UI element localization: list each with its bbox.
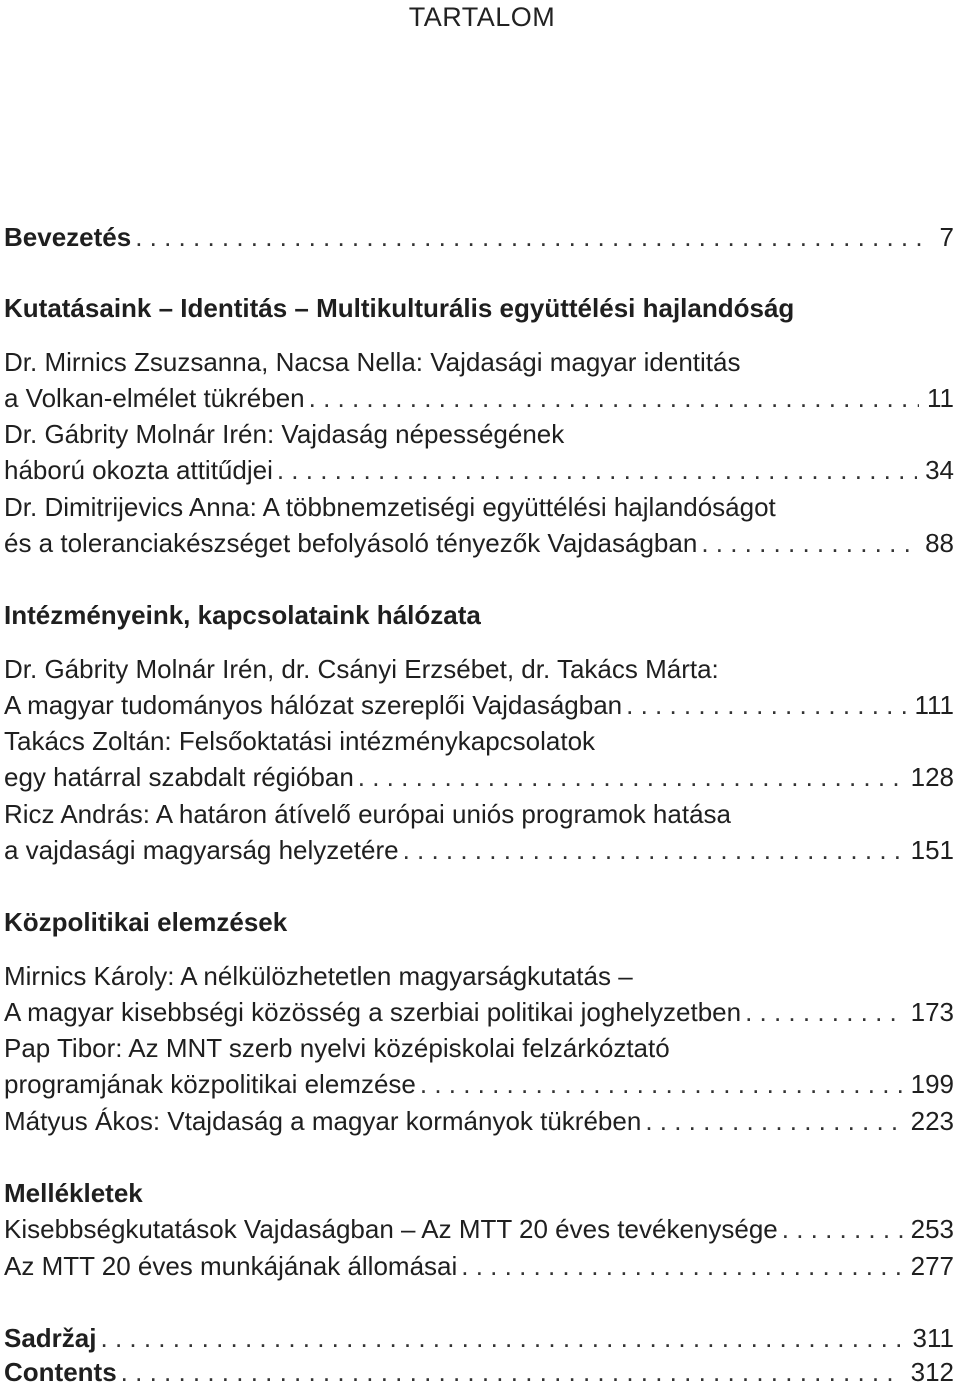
dot-leader <box>420 1067 903 1101</box>
toc-entry-line[interactable]: Takács Zoltán: Felsőoktatási intézménykapcsolatok <box>4 726 596 756</box>
page-number: 253 <box>910 1214 954 1244</box>
page-number: 88 <box>925 528 954 558</box>
dot-leader <box>277 453 917 487</box>
toc-entry-mtt-allomasai[interactable] <box>4 1249 954 1283</box>
entry-title: Kisebbségkutatások Vajdaságban – Az MTT 20 éves tevékenysége <box>4 1214 778 1244</box>
dot-leader <box>745 995 903 1029</box>
dot-leader <box>782 1212 903 1246</box>
toc-entry-contents[interactable] <box>4 1355 954 1389</box>
dot-leader <box>309 381 919 415</box>
toc-entry-line[interactable]: Dr. Dimitrijevics Anna: A többnemzetiségi együttélési hajlandóságot <box>4 492 776 522</box>
toc-entry-line[interactable]: Dr. Gábrity Molnár Irén, dr. Csányi Erzsébet, dr. Takács Márta: <box>4 654 719 684</box>
dot-leader <box>461 1249 902 1283</box>
entry-title: és a toleranciakészséget befolyásoló tényezők Vajdaságban <box>4 528 698 558</box>
dot-leader <box>403 833 903 867</box>
entry-title: Az MTT 20 éves munkájának állomásai <box>4 1251 458 1281</box>
section-heading-kozpolitikai: Közpolitikai elemzések <box>4 907 288 937</box>
entry-title: Sadržaj <box>4 1323 97 1353</box>
toc-entry-dimitrijevics[interactable] <box>4 526 954 560</box>
toc-entry-line[interactable]: Mirnics Károly: A nélkülözhetetlen magyarságkutatás – <box>4 961 633 991</box>
dot-leader <box>121 1355 903 1389</box>
page-number: 111 <box>914 690 954 720</box>
page-number: 151 <box>910 835 954 865</box>
dot-leader <box>645 1104 902 1138</box>
toc-entry-mirnics-karoly[interactable] <box>4 995 954 1029</box>
toc-entry-kisebbsegkutatasok[interactable] <box>4 1212 954 1246</box>
entry-title: programjának közpolitikai elemzése <box>4 1069 416 1099</box>
page-number: 173 <box>910 997 954 1027</box>
dot-leader <box>135 220 931 254</box>
entry-title: háború okozta attitűdjei <box>4 455 273 485</box>
page-number: 11 <box>927 383 954 413</box>
toc-entry-mirnics-nacsa[interactable] <box>4 381 954 415</box>
toc-entry-bevezetes[interactable] <box>4 220 954 254</box>
dot-leader <box>701 526 917 560</box>
page-number: 128 <box>910 762 954 792</box>
dot-leader <box>626 688 906 722</box>
toc-entry-takacs-zoltan[interactable] <box>4 760 954 794</box>
page-number: 199 <box>910 1069 954 1099</box>
page-number: 223 <box>910 1106 954 1136</box>
toc-entry-ricz-andras[interactable] <box>4 833 954 867</box>
entry-title: a Volkan-elmélet tükrében <box>4 383 305 413</box>
page-title: TARTALOM <box>408 2 556 32</box>
toc-entry-matyus-akos[interactable] <box>4 1104 954 1138</box>
toc-entry-line[interactable]: Dr. Mirnics Zsuzsanna, Nacsa Nella: Vajdasági magyar identitás <box>4 347 741 377</box>
dot-leader <box>101 1321 905 1355</box>
page-number: 311 <box>912 1323 954 1353</box>
toc-entry-line[interactable]: Pap Tibor: Az MNT szerb nyelvi középiskolai felzárkóztató <box>4 1033 670 1063</box>
section-heading-mellekletek: Mellékletek <box>4 1178 143 1208</box>
toc-entry-tudomanyos-halozat[interactable] <box>4 688 954 722</box>
page-number: 277 <box>910 1251 954 1281</box>
entry-title: A magyar tudományos hálózat szereplői Vajdaságban <box>4 690 623 720</box>
page-number: 7 <box>939 222 954 252</box>
toc-entry-line[interactable]: Ricz András: A határon átívelő európai uniós programok hatása <box>4 799 731 829</box>
page-number: 312 <box>910 1357 954 1387</box>
toc-entry-gabrity-attitudjei[interactable] <box>4 453 954 487</box>
entry-title: Bevezetés <box>4 222 132 252</box>
toc-entry-pap-tibor[interactable] <box>4 1067 954 1101</box>
toc-entry-line[interactable]: Dr. Gábrity Molnár Irén: Vajdaság népességének <box>4 419 565 449</box>
entry-title: Contents <box>4 1357 117 1387</box>
entry-title: egy határral szabdalt régióban <box>4 762 354 792</box>
section-heading-intezmenyeink: Intézményeink, kapcsolataink hálózata <box>4 600 481 630</box>
section-heading-kutatasaink: Kutatásaink – Identitás – Multikulturális együttélési hajlandóság <box>4 293 795 323</box>
page-number: 34 <box>925 455 954 485</box>
entry-title: A magyar kisebbségi közösség a szerbiai politikai joghelyzetben <box>4 997 742 1027</box>
entry-title: a vajdasági magyarság helyzetére <box>4 835 399 865</box>
dot-leader <box>358 760 903 794</box>
entry-title: Mátyus Ákos: Vtajdaság a magyar kormányok tükrében <box>4 1106 642 1136</box>
toc-entry-sadrzaj[interactable] <box>4 1321 954 1355</box>
